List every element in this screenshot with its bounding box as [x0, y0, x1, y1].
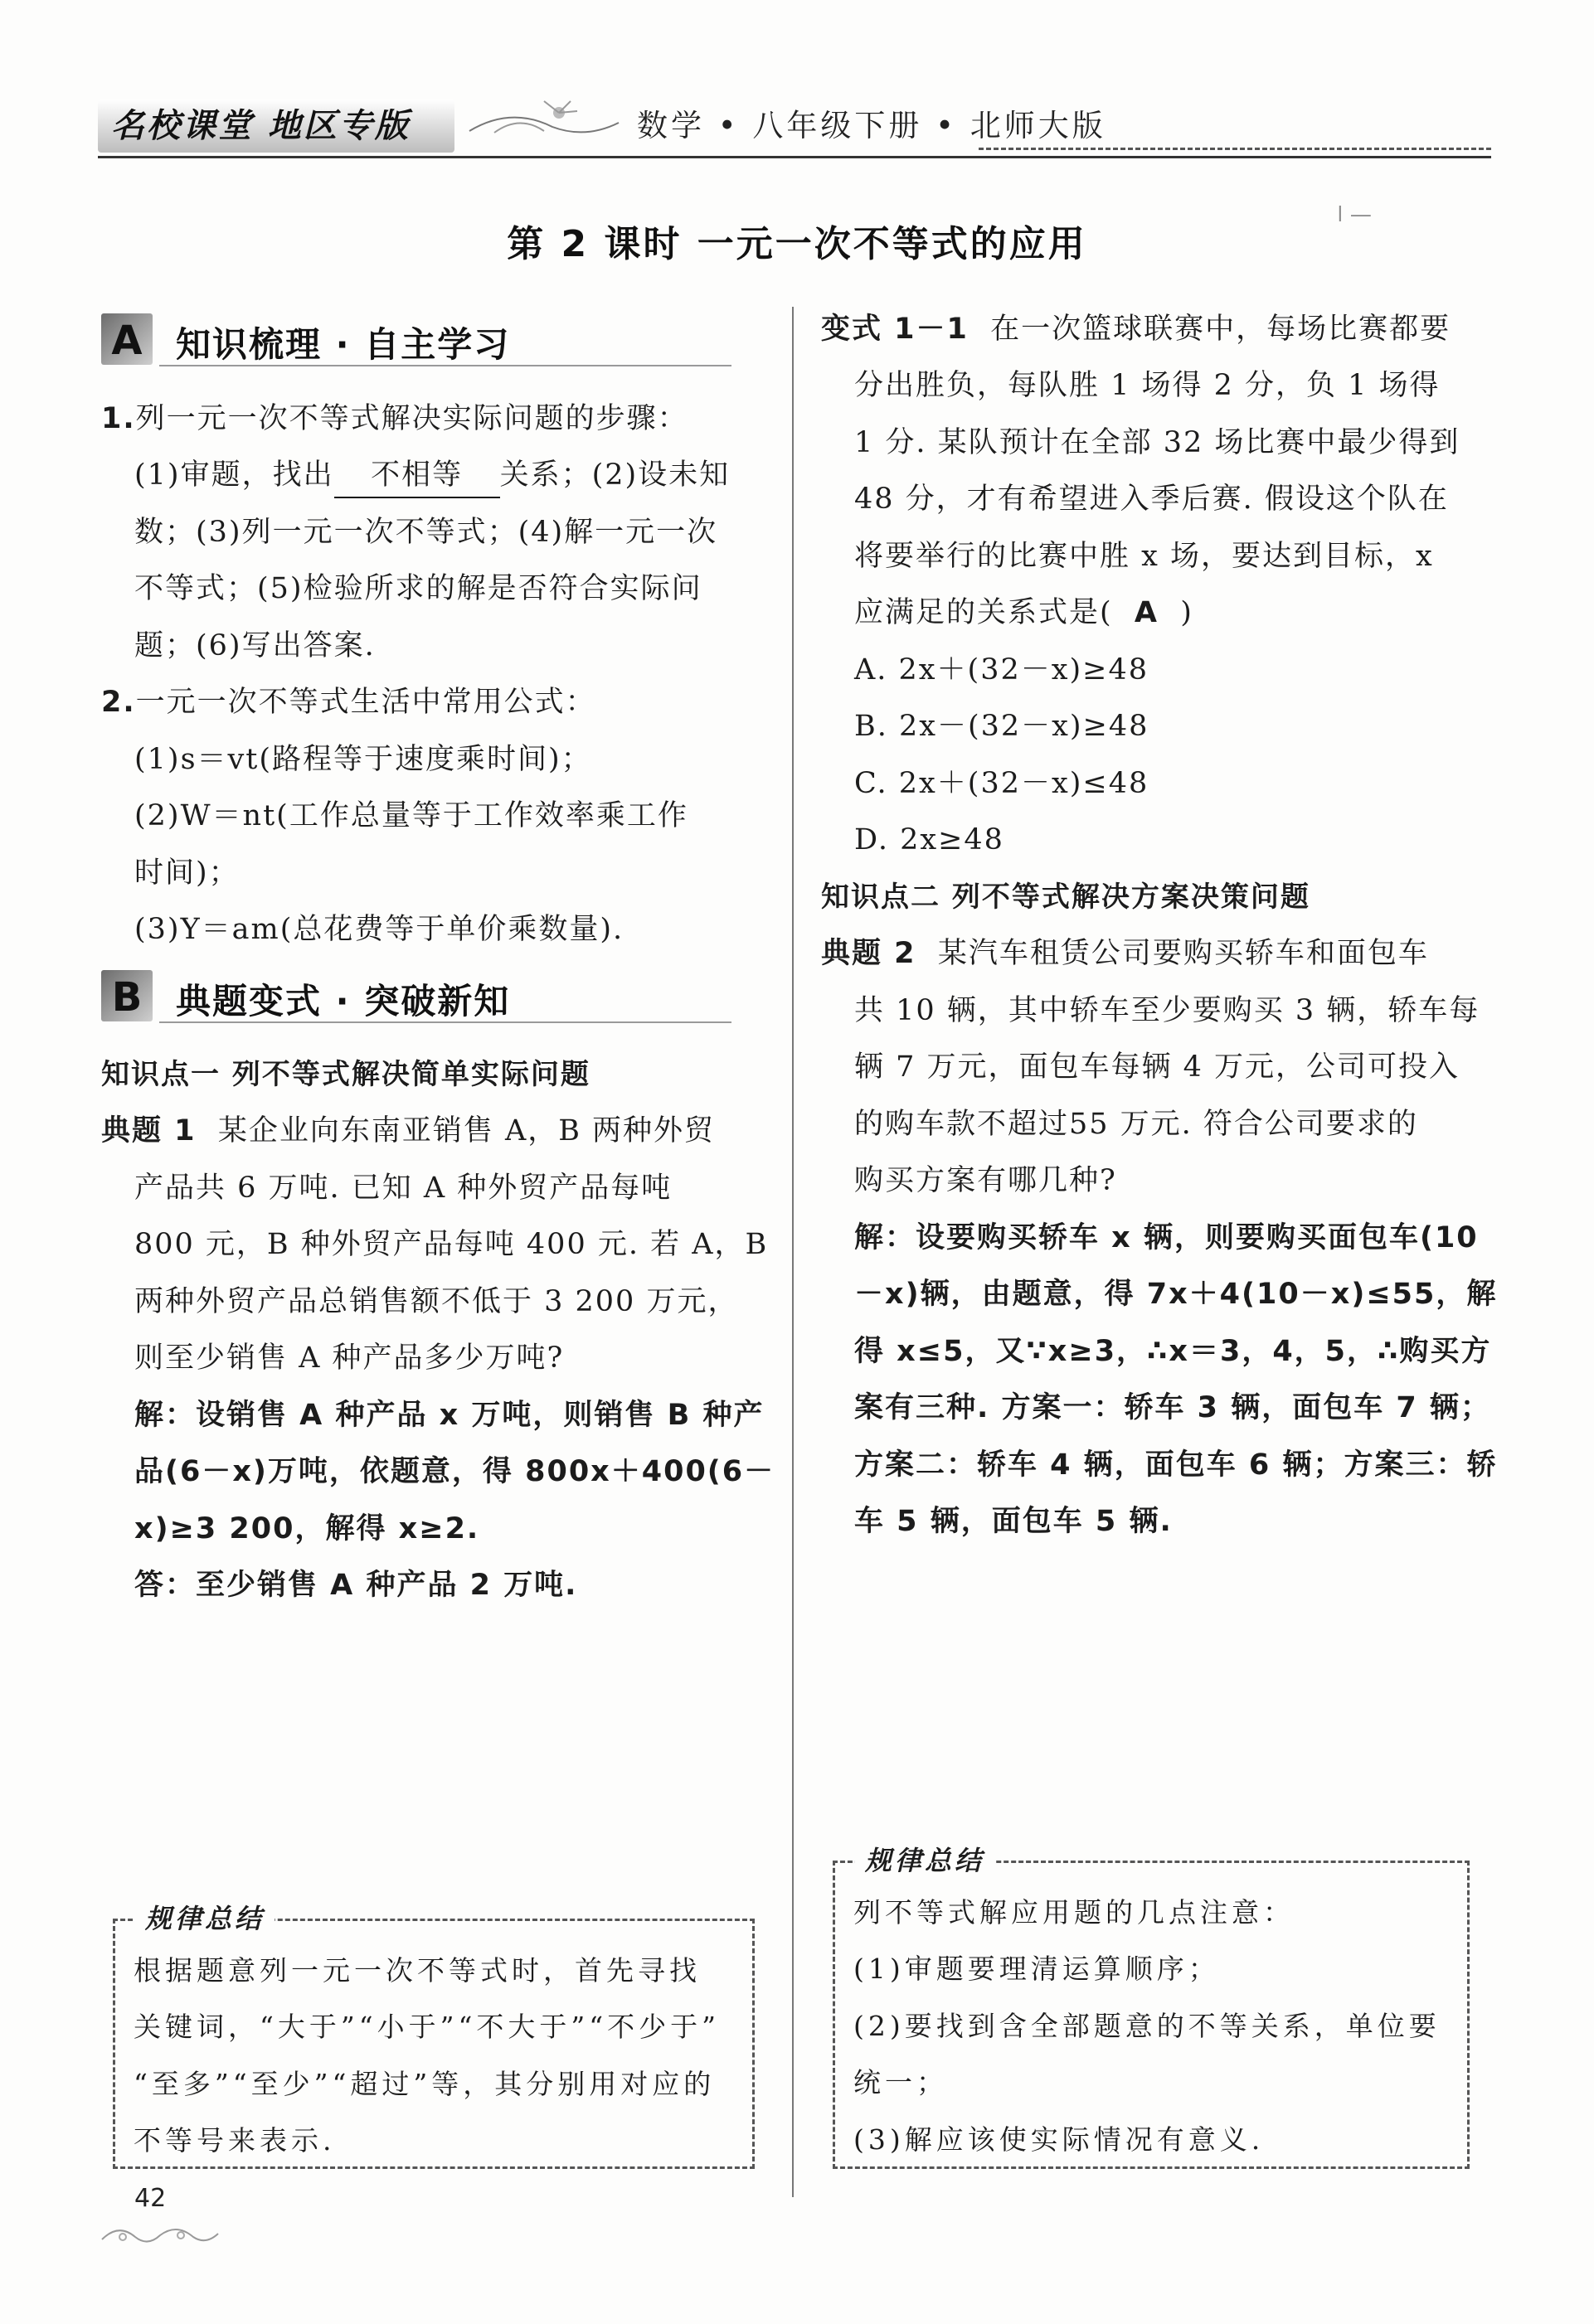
variant-answer: A	[1134, 596, 1159, 629]
variant-line-2: 分出胜负，每队胜 1 场得 2 分，负 1 场得	[854, 369, 1441, 402]
solution-2-line-6: 车 5 辆，面包车 5 辆.	[854, 1505, 1173, 1538]
example-2-line-3: 辆 7 万元，面包车每辆 4 万元，公司可投入	[854, 1050, 1460, 1084]
knowledge-point-2: 知识点二 列不等式解决方案决策问题	[821, 881, 1310, 914]
variant-line-1: 变式 1－1 在一次篮球联赛中，每场比赛都要	[821, 313, 1451, 346]
item-2-line-4: 时间)；	[134, 856, 240, 890]
item-2-line-1: 2.一元一次不等式生活中常用公式：	[101, 686, 596, 719]
summary-left-line-3: “至多”“至少”“超过”等，其分别用对应的	[134, 2068, 716, 2100]
section-a-rule	[159, 365, 731, 366]
summary-left-line-1: 根据题意列一元一次不等式时，首先寻找	[134, 1954, 701, 1987]
example-2-line-5: 购买方案有哪几种?	[854, 1164, 1117, 1197]
summary-right-line-3: (2)要找到含全部题意的不等关系，单位要	[853, 2010, 1441, 2042]
variant-line-4: 48 分，才有希望进入季后赛. 假设这个队在	[854, 483, 1449, 516]
example-2-line-2: 共 10 辆，其中轿车至少要购买 3 辆，轿车每	[854, 994, 1480, 1027]
section-a-badge: A	[101, 313, 153, 365]
solution-2-line-2: －x)辆，由题意，得 7x＋4(10－x)≤55，解	[854, 1278, 1498, 1311]
option-b: B. 2x－(32－x)≥48	[854, 710, 1149, 743]
section-b-badge: B	[101, 970, 153, 1021]
solution-2-line-5: 方案二：轿车 4 辆，面包车 6 辆；方案三：轿	[854, 1448, 1498, 1482]
solution-2-line-1: 解：设要购买轿车 x 辆，则要购买面包车(10	[854, 1221, 1479, 1254]
page-number: 42	[134, 2184, 167, 2213]
item-1-line-4: 不等式；(5)检验所求的解是否符合实际问	[134, 572, 702, 605]
header-rule	[98, 156, 1491, 158]
footer-swirl-icon	[98, 2219, 222, 2252]
item-1-line-2: (1)审题，找出 不相等 关系；(2)设未知	[134, 447, 730, 504]
example-1-line-5: 则至少销售 A 种产品多少万吨?	[134, 1342, 565, 1375]
variant-line-3: 1 分. 某队预计在全部 32 场比赛中最少得到	[854, 426, 1460, 459]
option-a: A. 2x＋(32－x)≥48	[854, 653, 1149, 687]
example-2-line-1: 典题 2 某汽车租赁公司要购买轿车和面包车	[821, 937, 1429, 970]
example-1-line-3: 800 元，B 种外贸产品每吨 400 元. 若 A，B	[134, 1228, 769, 1261]
section-b-rule	[159, 1021, 731, 1023]
section-b-heading	[101, 970, 731, 1028]
section-b-title: 典题变式 · 突破新知	[176, 981, 511, 1021]
option-d: D. 2x≥48	[854, 823, 1004, 856]
answer-blank: 不相等	[334, 454, 500, 498]
solution-1-answer: 答：至少销售 A 种产品 2 万吨.	[134, 1569, 578, 1602]
item-1-line-3: 数；(3)列一元一次不等式；(4)解一元一次	[134, 516, 718, 549]
lesson-title: 第 2 课时 一元一次不等式的应用	[507, 223, 1087, 265]
corner-mark: ǀ —	[1337, 202, 1372, 227]
item-2-line-5: (3)Y＝am(总花费等于单价乘数量).	[134, 913, 624, 946]
summary-right-line-4: 统一；	[853, 2066, 948, 2098]
summary-right-line-5: (3)解应该使实际情况有意义.	[853, 2123, 1265, 2156]
variant-line-6: 应满足的关系式是( A )	[854, 596, 1193, 629]
column-divider	[792, 307, 794, 2197]
summary-label-left: 规律总结	[135, 1898, 275, 1939]
knowledge-point-1: 知识点一 列不等式解决简单实际问题	[101, 1058, 590, 1091]
series-title: 数学 • 八年级下册 • 北师大版	[637, 108, 1106, 143]
item-1-line-1: 1.列一元一次不等式解决实际问题的步骤：	[101, 402, 688, 435]
section-a-heading	[101, 313, 731, 371]
solution-1-line-3: x)≥3 200，解得 x≥2.	[134, 1512, 480, 1545]
solution-2-line-3: 得 x≤5，又∵x≥3，∴x＝3，4，5，∴购买方	[854, 1335, 1492, 1368]
brand-banner: 名校课堂 地区专版	[98, 99, 454, 153]
summary-right-line-2: (1)审题要理清运算顺序；	[853, 1953, 1220, 1985]
summary-box-left	[113, 1903, 755, 2169]
summary-label-right: 规律总结	[855, 1840, 994, 1881]
summary-left-line-2: 关键词，“大于”“小于”“不大于”“不少于”	[134, 2011, 720, 2043]
example-1-line-4: 两种外贸产品总销售额不低于 3 200 万元，	[134, 1285, 739, 1318]
example-1-line-1: 典题 1 某企业向东南亚销售 A，B 两种外贸	[101, 1114, 716, 1147]
summary-right-line-1: 列不等式解应用题的几点注意：	[853, 1896, 1295, 1929]
solution-1-line-2: 品(6－x)万吨，依题意，得 800x＋400(6－	[134, 1455, 775, 1488]
example-1-line-2: 产品共 6 万吨. 已知 A 种外贸产品每吨	[134, 1172, 673, 1205]
option-c: C. 2x＋(32－x)≤48	[854, 767, 1149, 800]
example-2-line-4: 的购车款不超过55 万元. 符合公司要求的	[854, 1108, 1418, 1141]
solution-2-line-4: 案有三种. 方案一：轿车 3 辆，面包车 7 辆；	[854, 1391, 1491, 1424]
summary-box-right	[833, 1845, 1470, 2169]
item-1-line-5: 题；(6)写出答案.	[134, 629, 376, 662]
leaf-ornament-icon	[461, 98, 627, 148]
item-2-line-3: (2)W＝nt(工作总量等于工作效率乘工作	[134, 799, 688, 832]
solution-1-line-1: 解：设销售 A 种产品 x 万吨，则销售 B 种产	[134, 1399, 765, 1432]
summary-left-line-4: 不等号来表示.	[134, 2124, 336, 2157]
section-a-title: 知识梳理 · 自主学习	[176, 324, 511, 365]
page-header	[98, 93, 1491, 161]
variant-line-5: 将要举行的比赛中胜 x 场，要达到目标，x	[854, 540, 1434, 573]
item-2-line-2: (1)s＝vt(路程等于速度乘时间)；	[134, 743, 592, 776]
